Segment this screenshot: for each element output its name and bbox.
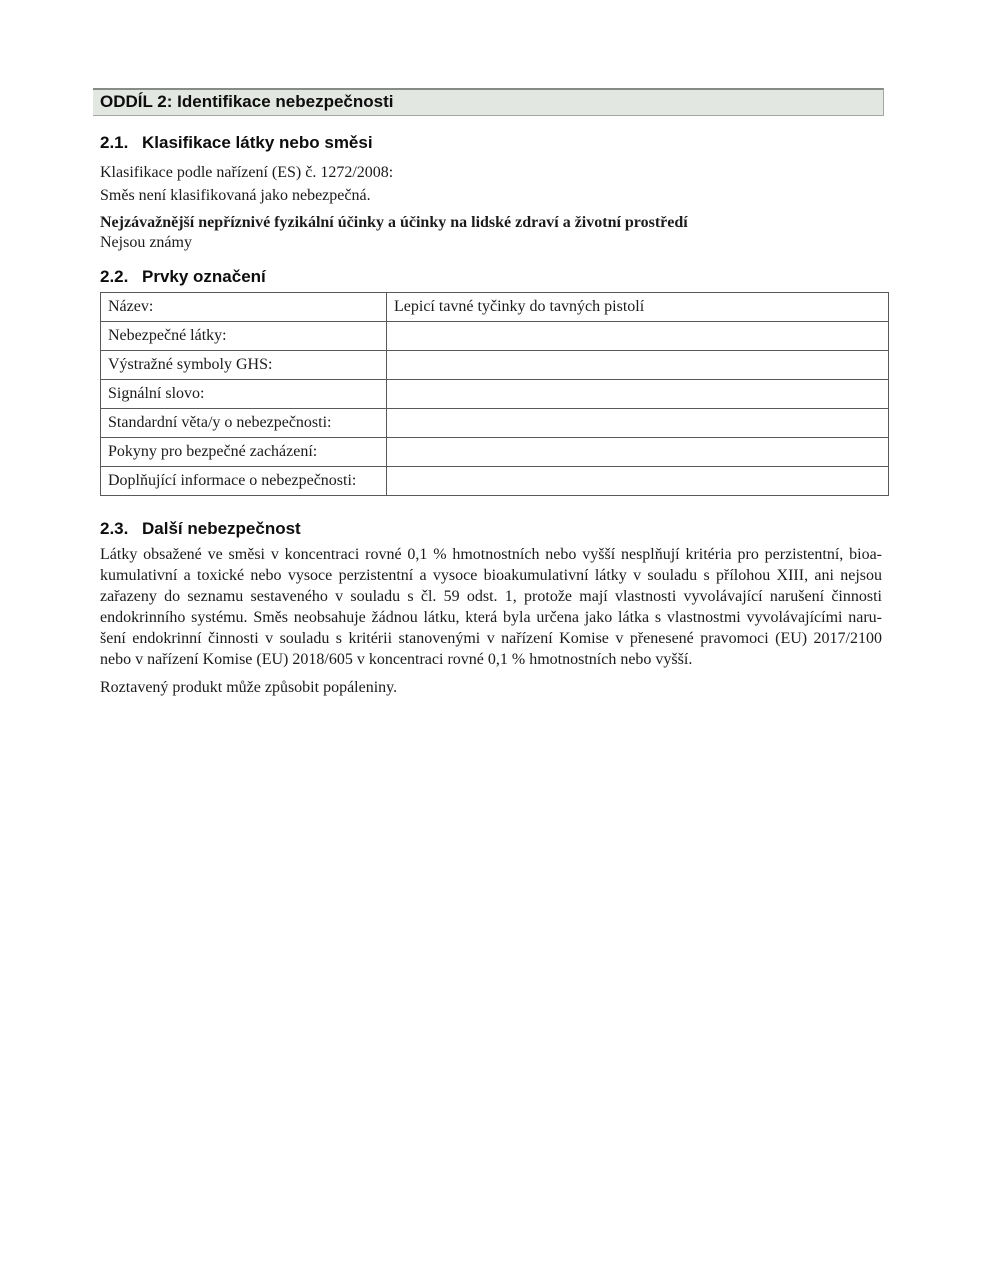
heading-2-1 <box>100 132 889 153</box>
classification-result-text: Směs není klasifikovaná jako nebezpečná. <box>100 187 371 204</box>
row-label-cell: Pokyny pro bezpečné zacházení: <box>101 438 387 467</box>
page-content <box>93 0 889 698</box>
row-value-cell <box>387 322 889 351</box>
row-value-cell <box>387 409 889 438</box>
section-2-header-bar <box>93 88 884 116</box>
table-row <box>101 322 889 351</box>
table-row <box>101 438 889 467</box>
paragraph-line: endokrinního systému. Směs neobsahuje žádnou látku, která byla určena jako látka s vlastnostmi vyvolávajícími naru- <box>100 609 882 626</box>
row-label-cell: Signální slovo: <box>101 380 387 409</box>
adverse-effects-heading: Nejzávažnější nepříznivé fyzikální účinky a účinky na lidské zdraví a životní prostředí <box>100 214 688 231</box>
heading-2-2-number: 2.2. <box>100 267 129 286</box>
table-row <box>101 409 889 438</box>
row-value-cell <box>387 380 889 409</box>
table-row <box>101 293 889 322</box>
other-hazards-paragraph <box>100 544 882 670</box>
classification-basis-text: Klasifikace podle nařízení (ES) č. 1272/2008: <box>100 164 394 181</box>
heading-2-1-title: Klasifikace látky nebo směsi <box>142 133 373 152</box>
row-label-cell: Výstražné symboly GHS: <box>101 351 387 380</box>
table-row <box>101 467 889 496</box>
paragraph-line: šení endokrinní činnosti v souladu s kritérii stanovenými v nařízení Komise v přenesené pravomoci (EU) 2017/2100 <box>100 630 882 647</box>
row-label-cell: Nebezpečné látky: <box>101 322 387 351</box>
labeling-elements-table <box>100 292 889 496</box>
row-label-cell: Doplňující informace o nebezpečnosti: <box>101 467 387 496</box>
heading-2-1-number: 2.1. <box>100 133 129 152</box>
row-value-cell <box>387 438 889 467</box>
table-row <box>101 351 889 380</box>
paragraph-line: zařazeny do seznamu sestaveného v souladu s čl. 59 odst. 1, protože mají vlastnosti vyvolávající narušení činnosti <box>100 588 882 605</box>
molten-product-note: Roztavený produkt může způsobit popáleniny. <box>100 679 398 696</box>
heading-2-2-title: Prvky označení <box>142 267 266 286</box>
section-2-header-title: ODDÍL 2: Identifikace nebezpečnosti <box>100 92 394 111</box>
row-label-cell: Standardní věta/y o nebezpečnosti: <box>101 409 387 438</box>
row-value-cell <box>387 351 889 380</box>
paragraph-line: kumulativní a toxické nebo vysoce perzistentní a vysoce bioakumulativní látky v souladu s přílohou XIII, ani nejsou <box>100 567 882 584</box>
row-label-cell: Název: <box>101 293 387 322</box>
row-value-cell <box>387 467 889 496</box>
adverse-effects-value: Nejsou známy <box>100 234 192 251</box>
paragraph-line: Látky obsažené ve směsi v koncentraci rovné 0,1 % hmotnostních nebo vyšší nesplňují kritéria pro perzistentní, bioa- <box>100 546 882 563</box>
paragraph-line: nebo v nařízení Komise (EU) 2018/605 v koncentraci rovné 0,1 % hmotnostních nebo vyšší. <box>100 651 693 668</box>
heading-2-2 <box>100 266 889 287</box>
heading-2-3 <box>100 518 889 539</box>
heading-2-3-title: Další nebezpečnost <box>142 519 301 538</box>
table-row <box>101 380 889 409</box>
row-value-cell: Lepicí tavné tyčinky do tavných pistolí <box>387 293 889 322</box>
heading-2-3-number: 2.3. <box>100 519 129 538</box>
